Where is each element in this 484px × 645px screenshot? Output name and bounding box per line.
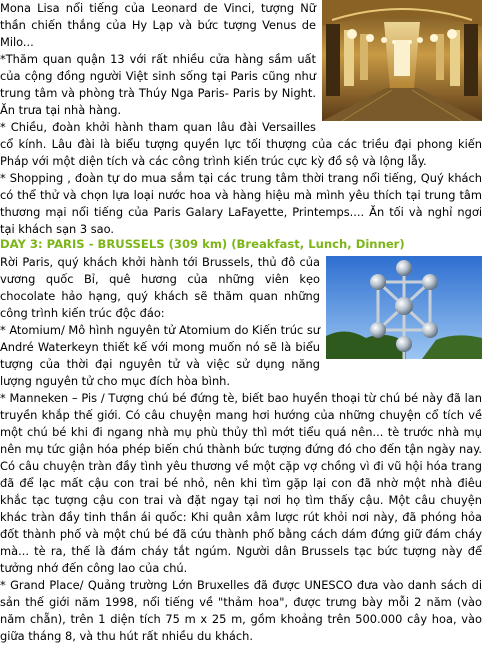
section1-paragraph: *Thăm quan quận 13 với rất nhiều cửa hàng sầm uất của cộng đồng người Việt sinh sống tại Paris cũng như trung tâm và phòng trà Thúy Nga Paris- Paris by Night. Ăn trưa tại nhà hàng. [0, 52, 316, 117]
versailles-hall-photo [322, 0, 482, 121]
section1-paragraph: * Shopping , đoàn tự do mua sắm tại các trung tâm thời trang nổi tiếng, Quý khách có thể thử và chọn lựa loại nước hoa và hàng hiệu mà mình yêu thích tại trung tâm thương mại nổi tiếng của Paris Galary LaFayette, Printemps.... Ăn tối và nghỉ ngơi tại khách sạn 3 sao. [0, 171, 482, 236]
day3-title: DAY 3: PARIS - BRUSSELS (309 km) (Breakfast, Lunch, Dinner) [0, 237, 405, 251]
versailles-hall-icon [322, 0, 482, 121]
day3-section [0, 236, 482, 645]
day3-paragraph: * Atomium/ Mô hình nguyên tử Atomium do Kiến trúc sư André Waterkeyn thiết kế với mong muốn nó sẽ là biểu tượng của thời đại nguyên tử và việc sử dụng năng lượng nguyên tử cho mục đích hòa bình. [0, 323, 320, 388]
day3-paragraph: Rời Paris, quý khách khởi hành tới Brussels, thủ đô của vương quốc Bỉ, quê hương của những viên kẹo chocolate hảo hạng, quý khách sẽ thăm quan những công trình kiến trúc độc đáo: [0, 255, 320, 320]
day3-paragraph: * Grand Place/ Quảng trường Lớn Bruxelles đã được UNESCO đưa vào danh sách di sản thế giới năm 1998, nổi tiếng về "thảm hoa", được trưng bày mỗi 2 năm (vào năm chẵn), trên 1 diện tích 75 m x 25 m, gồm khoảng trên 500.000 cây hoa, vào giữa tháng 8, và thu hút rất nhiều du khách. [0, 578, 482, 643]
day3-paragraph: * Manneken – Pis / Tượng chú bé đứng tè, biết bao huyền thoại từ chú bé này đã lan truyền khắp thế giới. Có câu chuyện mang hơi hướng của những chuyện cổ tích về một chú bé khi đi ngang nhà mụ phù thủy thì mớt tiểu quá nên... tè trước nhà mụ nên mụ tức giận hóa phép biến chú thành bức tượng đứng đó cho đến tận ngày nay. Có câu chuyện tràn đầy tình yêu thương về một cặp vợ chồng vì đi vũ hội hóa trang đã để lạc mất cậu con trai bé nhỏ, nên khi tìm gặp lại con đã nhờ một nhà điêu khắc tạc tượng cậu con trai và đặt ngay tại nơi họ tìm thấy cậu. Một câu chuyện khác tràn đầy tinh thần ái quốc: Khi quân xâm lược rút khỏi nơi này, đã phóng hỏa đốt thành phố và một chú bé đã cứu thành phố bằng cách dám đứng giữ đám cháy mà... tè ra, thế là đám cháy tắt ngúm. Người dân Brussels tạc bức tượng này để tưởng nhớ đến công lao của chú. [0, 391, 482, 575]
paris-day2-section [0, 0, 482, 238]
atomium-icon [326, 256, 482, 359]
section1-paragraph: * Chiều, đoàn khởi hành tham quan lâu đài Versailles cổ kính. Lâu đài là biểu tượng quyền lực tối thượng của các triều đại phong kiến Pháp với một diện tích và các công trình kiến trúc cực kỳ đồ sộ và lộng lẫy. [0, 120, 482, 168]
atomium-photo [326, 256, 482, 359]
section1-paragraph: Mona Lisa nổi tiếng của Leonard de Vinci, tượng Nữ thần chiến thắng của Hy Lạp và bức tượng Venus de Milo... [0, 1, 316, 49]
